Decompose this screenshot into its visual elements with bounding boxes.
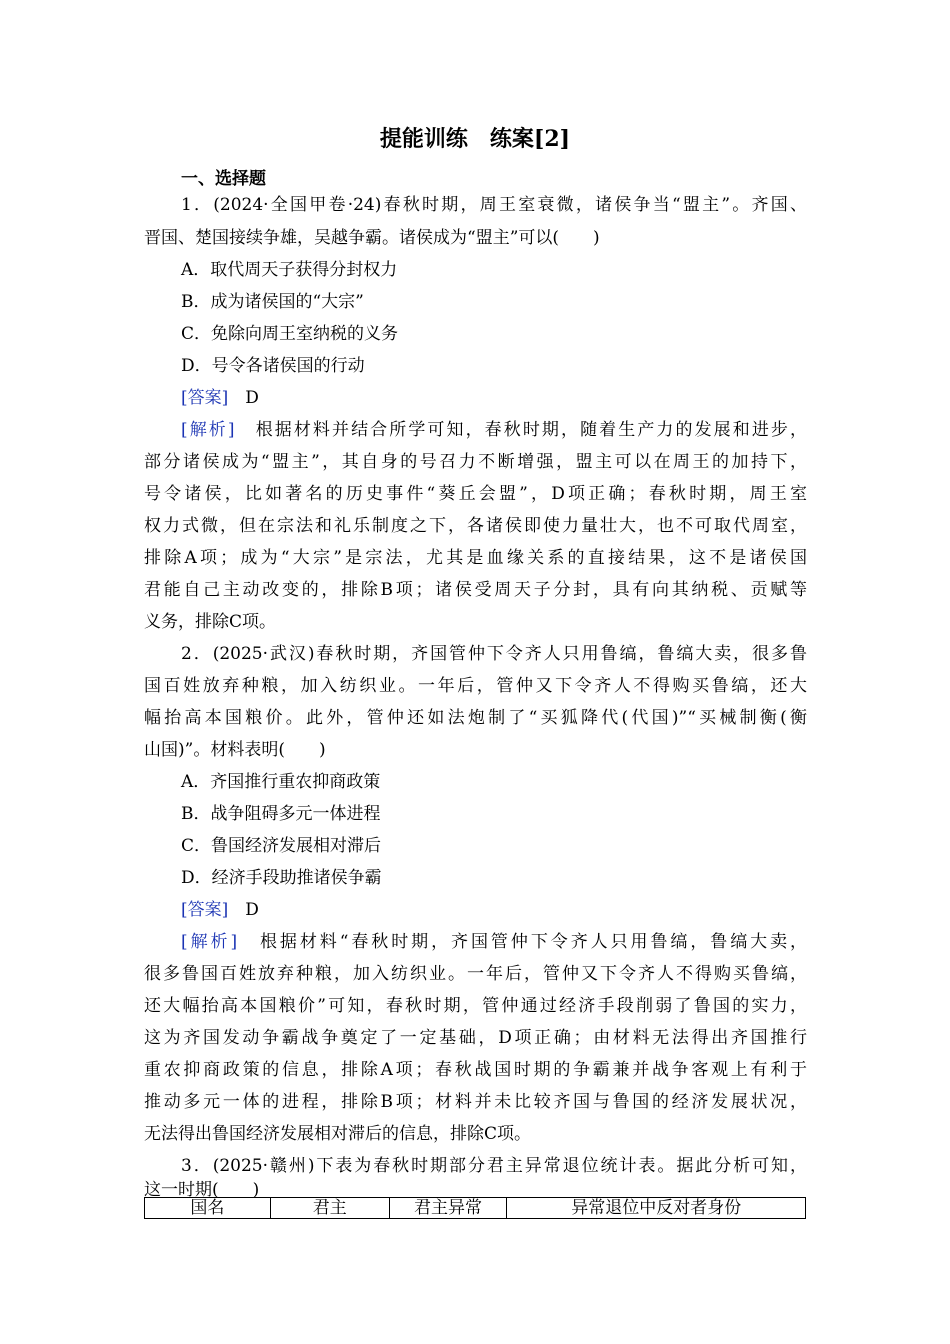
q1-option-c: C．免除向周王室纳税的义务 [181, 324, 399, 344]
q1-analysis-line-3: 号令诸侯，比如著名的历史事件“葵丘会盟”，D项正确；春秋时期，周王室 [144, 484, 807, 504]
q1-option-d: D．号令各诸侯国的行动 [181, 356, 365, 376]
q2-analysis-line-1 [181, 931, 807, 953]
q3-stem-line-2: 这一时期( ) [144, 1180, 260, 1200]
q2-option-d: D．经济手段助推诸侯争霸 [181, 868, 382, 888]
q1-option-b: B．成为诸侯国的“大宗” [181, 292, 364, 312]
q1-analysis-line-7: 义务，排除C项。 [144, 612, 277, 632]
q2-stem-line-4: 山国)”。材料表明( ) [144, 740, 326, 760]
q1-analysis-line-2: 部分诸侯成为“盟主”，其自身的号召力不断增强，盟主可以在周王的加持下， [144, 452, 807, 472]
q1-analysis-line-4: 权力式微，但在宗法和礼乐制度之下，各诸侯即使力量壮大，也不可取代周室， [144, 516, 807, 536]
section-heading: 一、选择题 [181, 169, 266, 189]
q2-analysis-line-4: 这为齐国发动争霸战争奠定了一定基础，D项正确；由材料无法得出齐国推行 [144, 1028, 807, 1048]
q1-answer [181, 387, 259, 409]
analysis-text: 根据材料“春秋时期，齐国管仲下令齐人只用鲁缟，鲁缟大卖， [259, 932, 808, 952]
q1-analysis-line-1 [181, 419, 807, 441]
q2-stem-line-1: 2．(2025·武汉)春秋时期，齐国管仲下令齐人只用鲁缟，鲁缟大卖，很多鲁 [181, 644, 807, 664]
analysis-tag: [解析] [181, 420, 235, 440]
table-header-cell: 君主异常 [389, 1198, 507, 1219]
q1-stem-line-1: 1．(2024·全国甲卷·24)春秋时期，周王室衰微，诸侯争当“盟主”。齐国、 [181, 195, 807, 215]
answer-value: D [245, 900, 259, 920]
q2-analysis-line-6: 推动多元一体的进程，排除B项；材料并未比较齐国与鲁国的经济发展状况， [144, 1092, 807, 1112]
q2-answer [181, 899, 259, 921]
q2-option-a: A．齐国推行重农抑商政策 [181, 772, 381, 792]
q1-analysis-line-5: 排除A项；成为“大宗”是宗法，尤其是血缘关系的直接结果，这不是诸侯国 [144, 548, 807, 568]
q2-option-b: B．战争阻碍多元一体进程 [181, 804, 381, 824]
table-header-cell: 君主 [270, 1198, 389, 1219]
q2-option-c: C．鲁国经济发展相对滞后 [181, 836, 382, 856]
q1-stem-line-2: 晋国、楚国接续争雄，吴越争霸。诸侯成为“盟主”可以( ) [144, 228, 600, 248]
q1-analysis-line-6: 君能自己主动改变的，排除B项；诸侯受周天子分封，具有向其纳税、贡赋等 [144, 580, 807, 600]
q2-stem-line-2: 国百姓放弃种粮，加入纺织业。一年后，管仲又下令齐人不得购买鲁缟，还大 [144, 676, 807, 696]
table-header-cell: 国名 [145, 1198, 271, 1219]
q1-option-a: A．取代周天子获得分封权力 [181, 260, 398, 280]
table-header-cell: 异常退位中反对者身份 [507, 1198, 806, 1219]
answer-tag: [答案] [181, 388, 229, 408]
q2-analysis-line-7: 无法得出鲁国经济发展相对滞后的信息，排除C项。 [144, 1124, 532, 1144]
q2-analysis-line-5: 重农抑商政策的信息，排除A项；春秋战国时期的争霸兼并战争客观上有利于 [144, 1060, 807, 1080]
table-header-row [145, 1198, 806, 1219]
q3-stem-line-1: 3．(2025·赣州)下表为春秋时期部分君主异常退位统计表。据此分析可知， [181, 1156, 807, 1176]
q2-stem-line-3: 幅抬高本国粮价。此外，管仲还如法炮制了“买狐降代(代国)”“买械制衡(衡 [144, 708, 807, 728]
analysis-tag: [解析] [181, 932, 238, 952]
analysis-text: 根据材料并结合所学可知，春秋时期，随着生产力的发展和进步， [255, 420, 808, 440]
page-title: 提能训练 练案[2] [379, 126, 571, 152]
answer-tag: [答案] [181, 900, 229, 920]
abdication-table [144, 1197, 806, 1219]
q2-analysis-line-3: 还大幅抬高本国粮价”可知，春秋时期，管仲通过经济手段削弱了鲁国的实力， [144, 996, 807, 1016]
q2-analysis-line-2: 很多鲁国百姓放弃种粮，加入纺织业。一年后，管仲又下令齐人不得购买鲁缟， [144, 964, 807, 984]
answer-value: D [245, 388, 259, 408]
